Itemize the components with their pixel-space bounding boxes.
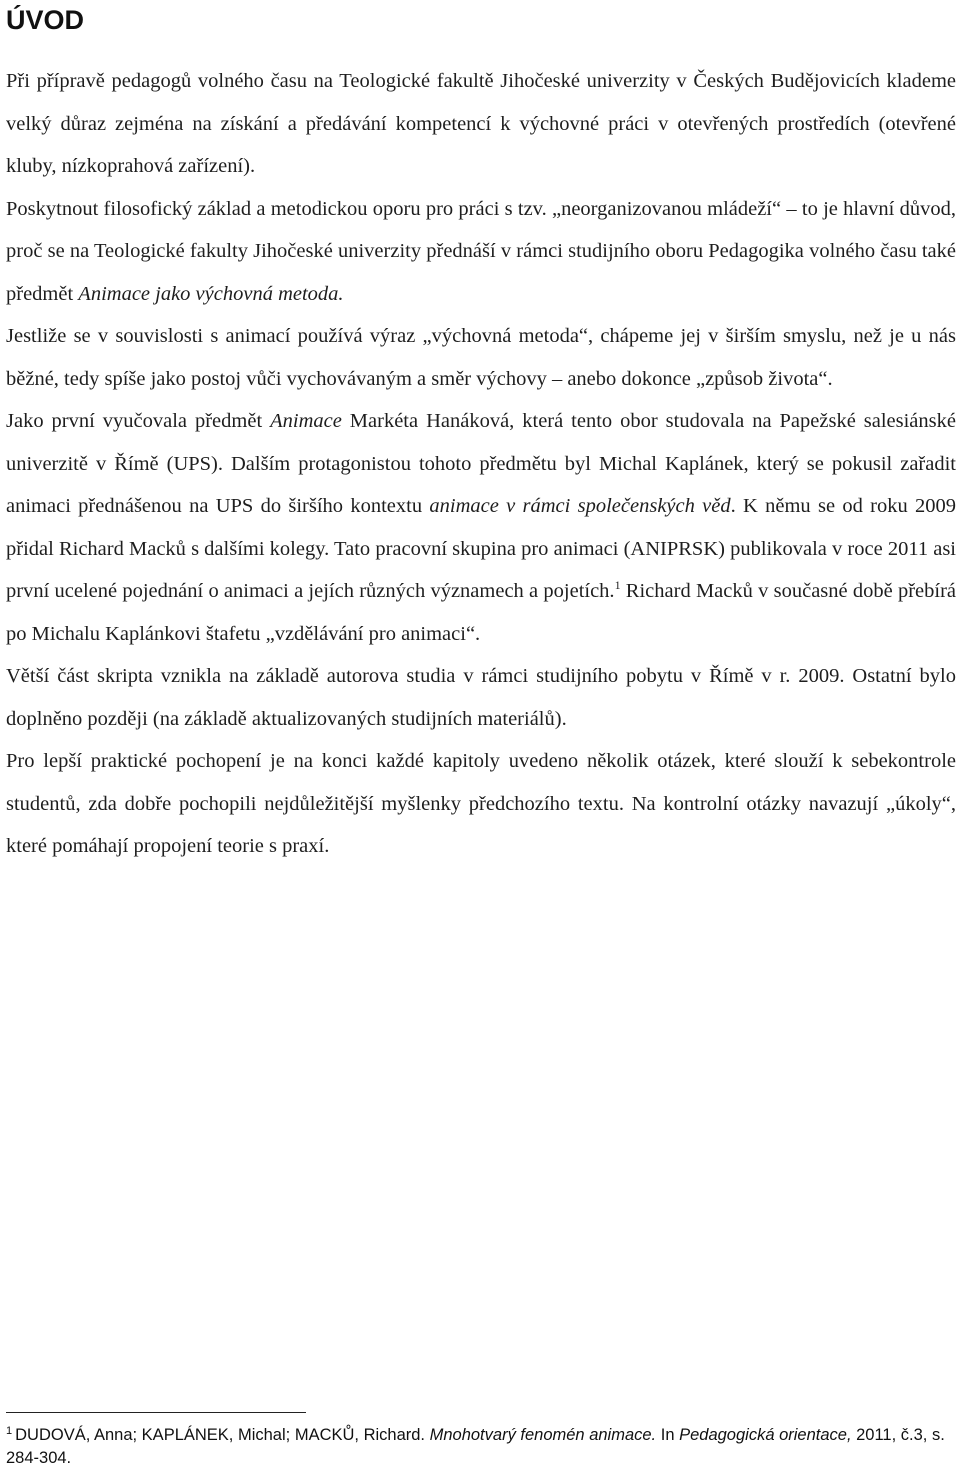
context-phrase: animace v rámci společenských věd: [429, 495, 731, 517]
paragraph-4: [6, 400, 956, 655]
footnote: [6, 1424, 956, 1470]
paragraph-1: Při přípravě pedagogů volného času na Teologické fakultě Jihočeské univerzity v Českých Budějovicích klademe velký důraz zejména na získání a předávání kompetencí k výchovné práci v otevřených prostředích (otevřené kluby, nízkoprahová zařízení).: [6, 70, 956, 177]
footnote-authors: DUDOVÁ, Anna; KAPLÁNEK, Michal; MACKŮ, Richard.: [15, 1426, 430, 1444]
paragraph-2: [6, 188, 956, 316]
paragraph-4-text-d: Richard Macků v současné době přebírá po Michalu Kaplánkovi štafetu „vzdělávání pro animaci“.: [6, 580, 957, 645]
footnote-details: 2011, č.3, s. 284-304.: [6, 1426, 945, 1467]
course-title: Animace jako výchovná metoda.: [78, 282, 344, 305]
footnote-journal: Pedagogická orientace,: [679, 1426, 852, 1444]
footnote-title: Mnohotvarý fenomén animace.: [429, 1426, 657, 1444]
footnote-number: 1: [6, 1424, 13, 1437]
footnote-divider: [6, 1412, 306, 1413]
page-title: ÚVOD: [6, 5, 85, 35]
paragraph-4-text-b: Markéta Hanáková, která tento obor studovala na Papežské salesiánské univerzitě v Římě (UPS). Dalším protagonistou tohoto předmětu byl Michal Kaplánek, který se pokusil zařadit animaci přednášenou na UPS do širšího kontextu: [6, 410, 956, 517]
paragraph-4-text-c: . K němu se od roku 2009 přidal Richard Macků s dalšími kolegy. Tato pracovní skupina pro animaci (ANIPRSK) publikovala v roce 2011 asi první ucelené pojednání o animaci a jejích různých významech a pojetích.: [6, 495, 956, 602]
paragraph-3: Jestliže se v souvislosti s animací používá výraz „výchovná metoda“, chápeme jej v širším smyslu, než je u nás běžné, tedy spíše jako postoj vůči vychovávaným a směr výchovy – anebo dokonce „způsob života“.: [6, 325, 956, 390]
paragraph-6: Pro lepší praktické pochopení je na konci každé kapitoly uvedeno několik otázek, které slouží k sebekontrole studentů, zda dobře pochopili nejdůležitější myšlenky předchozího textu. Na kontrolní otázky navazují „úkoly“, které pomáhají propojení teorie s praxí.: [6, 750, 956, 857]
footnote-reference[interactable]: 1: [614, 578, 621, 593]
footnote-in: In: [656, 1426, 680, 1444]
paragraph-2-text: Poskytnout filosofický základ a metodickou oporu pro práci s tzv. „neorganizovanou mládeží“ – to je hlavní důvod, proč se na Teologické fakulty Jihočeské univerzity přednáší v rámci studijního oboru Pedagogika volného času také předmět: [6, 197, 956, 305]
paragraph-4-text-a: Jako první vyučovala předmět: [6, 410, 271, 432]
paragraph-5: Větší část skripta vznikla na základě autorova studia v rámci studijního pobytu v Římě v r. 2009. Ostatní bylo doplněno později (na základě aktualizovaných studijních materiálů).: [6, 665, 956, 730]
body-text: [6, 60, 956, 868]
subject-name: Animace: [270, 410, 342, 432]
